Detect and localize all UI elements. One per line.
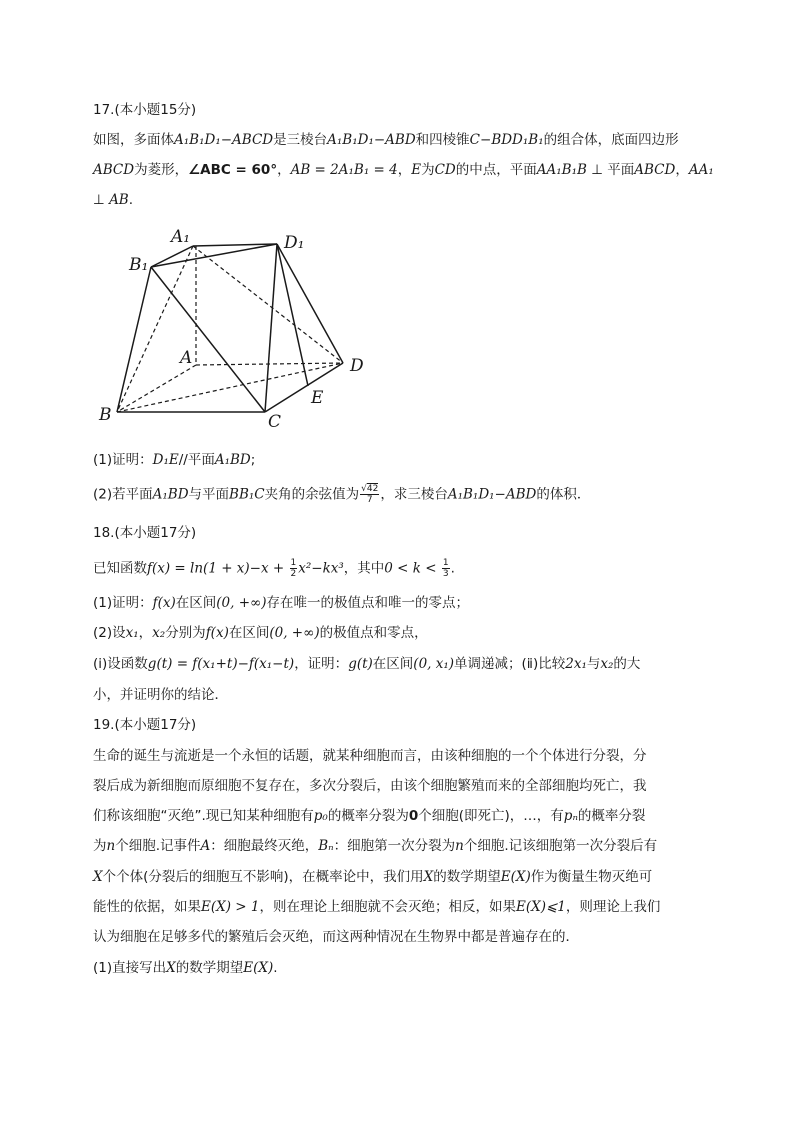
label-D1: D₁ <box>284 233 305 253</box>
fraction-one-half: $\frac{1}{2}$ <box>290 558 297 579</box>
edge-B1D1 <box>151 244 277 267</box>
polyhedron-figure <box>95 225 380 435</box>
edge-D1C <box>265 244 277 412</box>
q17-part-1: (1)证明：D₁E//平面A₁BD; <box>93 452 256 468</box>
q18-header: 18.(本小题17分) <box>93 525 197 541</box>
q19-line-3: 们称该细胞“灭绝”.现已知某种细胞有p₀的概率分裂为0个细胞(即死亡)，…，有pₙ的概率分裂 <box>93 808 646 824</box>
edge-AB <box>117 365 196 412</box>
q17-line-2: ABCD为菱形，∠ABC = 60°，AB = 2A₁B₁ = 4，E为CD的中点，平面AA₁B₁B ⊥ 平面ABCD，AA₁ <box>93 162 714 178</box>
q19-part-1: (1)直接写出X的数学期望E(X). <box>93 960 278 976</box>
q19-header: 19.(本小题17分) <box>93 717 197 733</box>
q19-line-2: 裂后成为新细胞而原细胞不复存在，多次分裂后，由该个细胞繁殖而来的全部细胞均死亡，我 <box>93 778 647 794</box>
edge-B1B <box>117 267 151 412</box>
fraction-sqrt42-over-7: $\frac{√42}{7}$ <box>361 484 379 505</box>
fraction-one-third: $\frac{1}{3}$ <box>442 558 449 579</box>
q19-line-4: 为n个细胞.记事件A：细胞最终灭绝，Bₙ：细胞第一次分裂为n个细胞.记该细胞第一次分裂后有 <box>93 838 658 854</box>
edge-BD <box>117 363 343 412</box>
q19-line-5: X个个体(分裂后的细胞互不影响)，在概率论中，我们用X的数学期望E(X)作为衡量生物灭绝可 <box>93 869 653 885</box>
q19-line-1: 生命的诞生与流逝是一个永恒的话题，就某种细胞而言，由该种细胞的一个个体进行分裂，分 <box>93 748 647 764</box>
q18-part-1: (1)证明：f(x)在区间(0, +∞)存在唯一的极值点和唯一的零点； <box>93 595 470 611</box>
label-B: B <box>99 405 112 425</box>
label-B1: B₁ <box>129 255 149 275</box>
q17-line-3: ⊥ AB. <box>93 192 134 208</box>
label-A1: A₁ <box>171 227 191 247</box>
q18-part-2-sub: (ⅰ)设函数g(t) = f(x₁+t)−f(x₁−t)，证明：g(t)在区间(0, x₁)单调递减；(ⅱ)比较2x₁与x₂的大 <box>93 656 641 672</box>
q18-part-2: (2)设x₁，x₂分别为f(x)在区间(0, +∞)的极值点和零点， <box>93 625 428 641</box>
edge-A1D <box>193 246 343 363</box>
label-C: C <box>268 412 282 432</box>
edge-B1C <box>151 267 265 412</box>
edge-AD <box>196 363 343 365</box>
label-D: D <box>350 356 364 376</box>
edge-D1D <box>277 244 343 363</box>
label-A: A <box>180 348 193 368</box>
q18-line-1: 已知函数f(x) = ln(1 + x)−x + $\frac{1}{2}$ x²−kx³，其中0 < k < $\frac{1}{3}$ . <box>93 558 455 579</box>
q17-header: 17.(本小题15分) <box>93 102 197 118</box>
label-E: E <box>311 388 324 408</box>
q17-part-2: (2)若平面A₁BD与平面BB₁C夹角的余弦值为 $\frac{√42}{7}$ ，求三棱台A₁B₁D₁−ABD的体积． <box>93 484 591 505</box>
q19-line-7: 认为细胞在足够多代的繁殖后会灭绝，而这两种情况在生物界中都是普遍存在的． <box>93 929 579 945</box>
q17-line-1: 如图，多面体A₁B₁D₁−ABCD是三棱台A₁B₁D₁−ABD和四棱锥C−BDD₁B₁的组合体，底面四边形 <box>93 132 679 148</box>
q18-part-2-end: 小，并证明你的结论． <box>93 687 228 703</box>
q19-line-6: 能性的依据，如果E(X) > 1，则在理论上细胞就不会灭绝；相反，如果E(X)⩽1，则理论上我们 <box>93 899 661 915</box>
